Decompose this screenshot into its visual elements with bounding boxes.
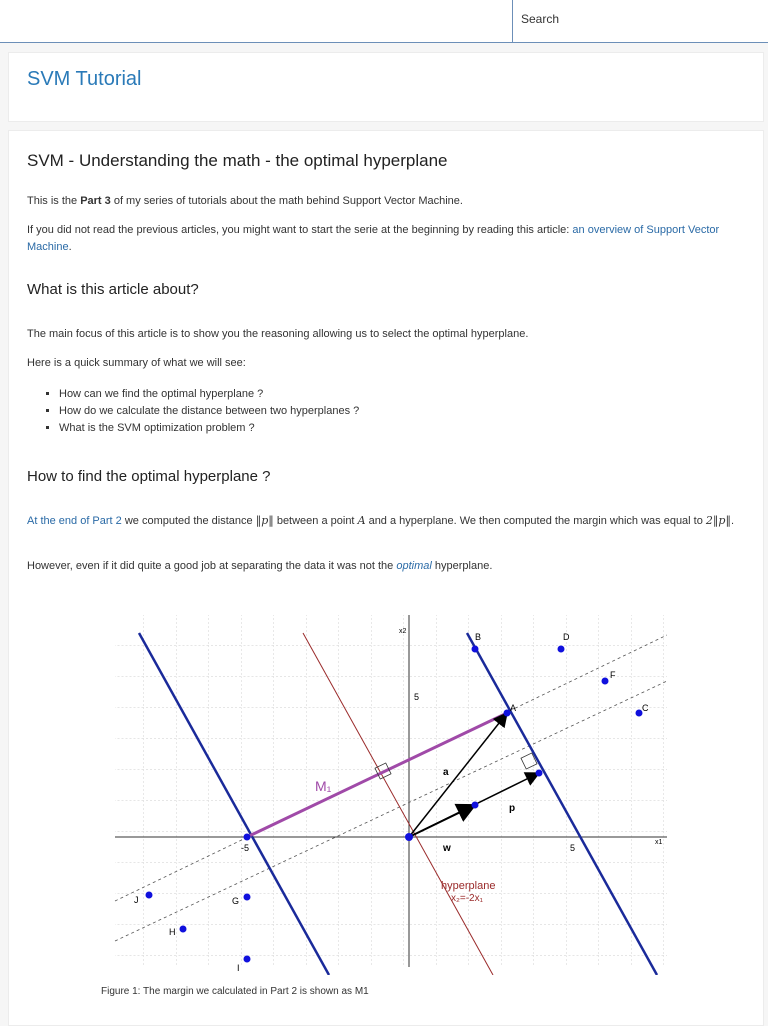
data-point-j xyxy=(146,892,153,899)
vector-p-label: p xyxy=(509,803,516,814)
prev-text-end: . xyxy=(68,241,72,253)
tick-label-y5: 5 xyxy=(414,692,420,702)
heading-find: How to find the optimal hyperplane ? xyxy=(27,468,271,485)
article xyxy=(8,130,764,1026)
optimal-link[interactable]: optimal xyxy=(396,560,432,572)
part2-paragraph xyxy=(27,512,742,530)
point-label-g: G xyxy=(232,896,240,906)
list-item: ▪ How can we find the optimal hyperplane ? xyxy=(59,386,359,403)
top-bar xyxy=(0,0,768,43)
vector-w-label: w xyxy=(443,843,451,854)
data-point xyxy=(244,834,251,841)
p3-text: However, even if it did quite a good job at separating the data it was not the xyxy=(27,560,397,572)
site-title-link[interactable]: SVM Tutorial xyxy=(27,68,142,90)
overview-link[interactable]: an overview of Support Vector Machine xyxy=(27,224,720,253)
data-point xyxy=(472,802,479,809)
vector-a-label: a xyxy=(443,767,449,778)
origin-point xyxy=(405,833,413,841)
p2-text-b: between a point xyxy=(273,515,358,527)
data-point-f xyxy=(602,678,609,685)
hyperplane-label: hyperplane xyxy=(441,880,496,892)
optimal-paragraph xyxy=(27,558,742,575)
point-label-f: F xyxy=(610,670,616,680)
summary-list xyxy=(27,386,359,437)
tick-label-x5: 5 xyxy=(570,843,576,853)
part2-link[interactable]: At the end of Part 2 xyxy=(27,515,122,527)
search-button[interactable]: Search xyxy=(521,12,560,26)
m1-label: M₁ xyxy=(315,778,332,794)
intro-text-end: of my series of tutorials about the math behind Support Vector Machine. xyxy=(110,195,463,207)
p2-text-a: we computed the distance xyxy=(121,515,256,527)
post-title: SVM - Understanding the math - the optimal hyperplane xyxy=(27,151,448,170)
data-point xyxy=(536,770,543,777)
heading-about: What is this article about? xyxy=(27,281,199,298)
equation-label: x₂=-2x₁ xyxy=(451,893,483,904)
list-item: ▪ How do we calculate the distance between two hyperplanes ? xyxy=(59,403,359,420)
p2-math-a: A xyxy=(357,514,366,527)
intro-text: This is the xyxy=(27,195,81,207)
list-item: ▪ What is the SVM optimization problem ? xyxy=(59,420,359,437)
previous-articles-paragraph xyxy=(27,222,742,256)
data-point-d xyxy=(558,646,565,653)
figure-1-svm-plot xyxy=(107,615,667,975)
p3-text-end: hyperplane. xyxy=(431,560,493,572)
point-label-h: H xyxy=(169,927,176,937)
point-label-a: A xyxy=(510,703,517,713)
point-label-i: I xyxy=(237,963,240,973)
p2-text-d: . xyxy=(730,515,735,527)
tick-label-neg5: -5 xyxy=(241,843,250,853)
data-point-b xyxy=(472,646,479,653)
point-label-j: J xyxy=(134,895,139,905)
intro-bold: Part 3 xyxy=(80,195,111,207)
point-label-d: D xyxy=(563,632,570,642)
y-axis-label: x2 xyxy=(399,628,407,635)
summary-intro: Here is a quick summary of what we will see: xyxy=(27,357,246,369)
intro-paragraph xyxy=(27,193,742,210)
point-label-b: B xyxy=(475,632,482,642)
p2-math-norm: ‖p‖ xyxy=(255,514,274,527)
p2-text-c: and a hyperplane. We then computed the margin which was equal to xyxy=(365,515,706,527)
data-point-i xyxy=(244,956,251,963)
p2-math-two: 2‖p‖ xyxy=(705,514,731,527)
x-axis-label: x1 xyxy=(655,839,663,846)
data-point-g xyxy=(244,894,251,901)
focus-paragraph: The main focus of this article is to show you the reasoning allowing us to select the optimal hyperplane. xyxy=(27,328,529,340)
site-header xyxy=(8,52,764,122)
figure-caption: Figure 1: The margin we calculated in Part 2 is shown as M1 xyxy=(101,986,369,997)
point-label-c: C xyxy=(642,703,649,713)
top-bar-blank-area xyxy=(0,0,513,42)
data-point-h xyxy=(180,926,187,933)
prev-text: If you did not read the previous articles, you might want to start the serie at the beginning by reading this article: xyxy=(27,224,573,236)
